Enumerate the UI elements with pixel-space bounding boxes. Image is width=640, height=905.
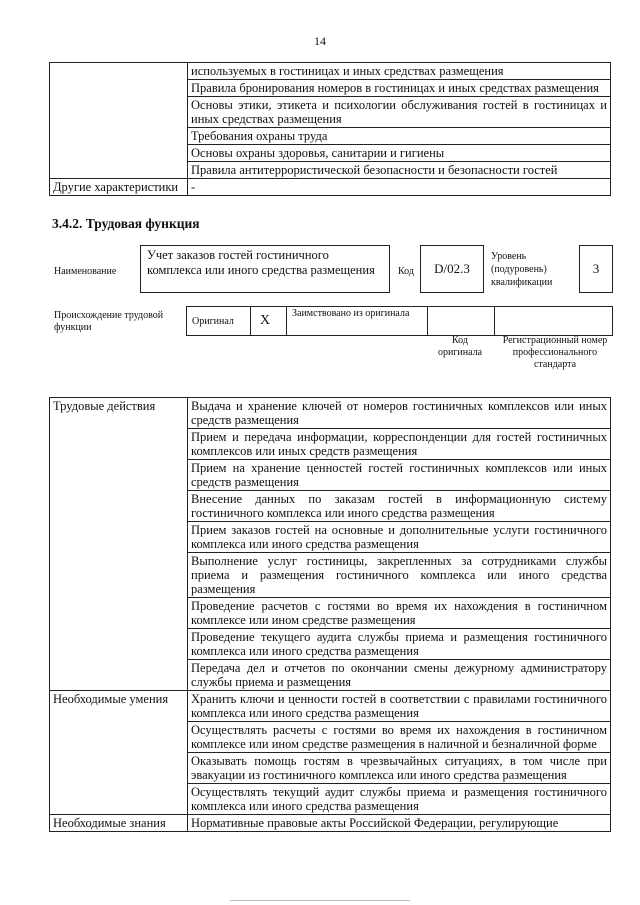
labor-actions-label: Трудовые действия <box>50 398 188 691</box>
table-row <box>50 815 611 832</box>
borrowed-label: Заимствовано из оригинала <box>292 308 410 319</box>
knowledge-continuation-table <box>49 62 611 196</box>
knowledge-item: Правила бронирования номеров в гостиницах и иных средствах размещения <box>188 80 611 97</box>
skill-item: Осуществлять текущий аудит службы приема и размещения гостиничного комплекса или иного средства размещения <box>188 784 611 815</box>
page-number: 14 <box>314 34 326 48</box>
divider <box>494 306 495 335</box>
table-row <box>50 179 611 196</box>
knowledge-label: Необходимые знания <box>50 815 188 832</box>
original-mark: X <box>260 313 271 328</box>
labor-function-table <box>49 397 611 832</box>
skill-item: Хранить ключи и ценности гостей в соответствии с правилами гостиничного комплекса или иного средства размещения <box>188 691 611 722</box>
name-value-box <box>140 245 390 293</box>
labor-action-item: Проведение расчетов с гостями во время их нахождения в гостиничном комплексе или ином средстве размещения <box>188 598 611 629</box>
level-value: 3 <box>592 261 600 276</box>
other-characteristics-value: - <box>188 179 611 196</box>
code-value-box <box>420 245 484 293</box>
level-value-box <box>579 245 613 293</box>
divider <box>427 306 428 335</box>
knowledge-item: Требования охраны труда <box>188 128 611 145</box>
name-label: Наименование <box>54 266 117 277</box>
labor-action-item: Проведение текущего аудита службы приема и размещения гостиничного комплекса или иного средства размещения <box>188 629 611 660</box>
other-characteristics-label: Другие характеристики <box>50 179 188 196</box>
divider <box>286 306 287 335</box>
name-value: Учет заказов гостей гостиничного комплекса или иного средства размещения <box>147 248 375 277</box>
knowledge-item: Основы охраны здоровья, санитарии и гигиены <box>188 145 611 162</box>
labor-action-item: Прием заказов гостей на основные и дополнительные услуги гостиничного комплекса или иного средства размещения <box>188 522 611 553</box>
section-title: 3.4.2. Трудовая функция <box>52 216 200 231</box>
labor-action-item: Прием на хранение ценностей гостей гостиничных комплексов или иных средств размещения <box>188 460 611 491</box>
skill-item: Осуществлять расчеты с гостями во время их нахождения в гостиничном комплексе или ином средстве размещения в наличной и безналичной форме <box>188 722 611 753</box>
original-label: Оригинал <box>192 316 234 327</box>
labor-action-item: Внесение данных по заказам гостей в информационную систему гостиничного комплекса или иного средства размещения <box>188 491 611 522</box>
table-row <box>50 63 611 80</box>
divider <box>250 306 251 335</box>
empty-label-cell <box>50 63 188 179</box>
origin-label: Происхождение трудовой функции <box>54 310 164 333</box>
knowledge-item: Основы этики, этикета и психологии обслуживания гостей в гостиницах и иных средствах размещения <box>188 97 611 128</box>
knowledge-item: Нормативные правовые акты Российской Федерации, регулирующие <box>188 815 611 832</box>
labor-action-item: Прием и передача информации, корреспонденции для гостей гостиничных комплексов или иных средств размещения <box>188 429 611 460</box>
labor-action-item: Выполнение услуг гостиницы, закрепленных за сотрудниками службы приема и размещения гостиничного комплекса или иного средства размещения <box>188 553 611 598</box>
code-label: Код <box>398 266 414 277</box>
labor-action-item: Выдача и хранение ключей от номеров гостиничных комплексов или иных средств размещения <box>188 398 611 429</box>
code-original-caption: Код оригинала <box>437 335 483 358</box>
knowledge-item: Правила антитеррористической безопасности и безопасности гостей <box>188 162 611 179</box>
labor-action-item: Передача дел и отчетов по окончании смены дежурному администратору службы приема и размещения <box>188 660 611 691</box>
table-row <box>50 691 611 722</box>
skill-item: Оказывать помощь гостям в чрезвычайных ситуациях, в том числе при эвакуации из гостиничного комплекса или иного средства размещения <box>188 753 611 784</box>
registration-number-caption: Регистрационный номер профессионального стандарта <box>502 335 608 370</box>
code-value: D/02.3 <box>434 261 470 276</box>
knowledge-item: используемых в гостиницах и иных средствах размещения <box>188 63 611 80</box>
table-row <box>50 398 611 429</box>
level-label: Уровень (подуровень) квалификации <box>491 251 553 288</box>
page-edge-rule <box>230 900 410 901</box>
skills-label: Необходимые умения <box>50 691 188 815</box>
